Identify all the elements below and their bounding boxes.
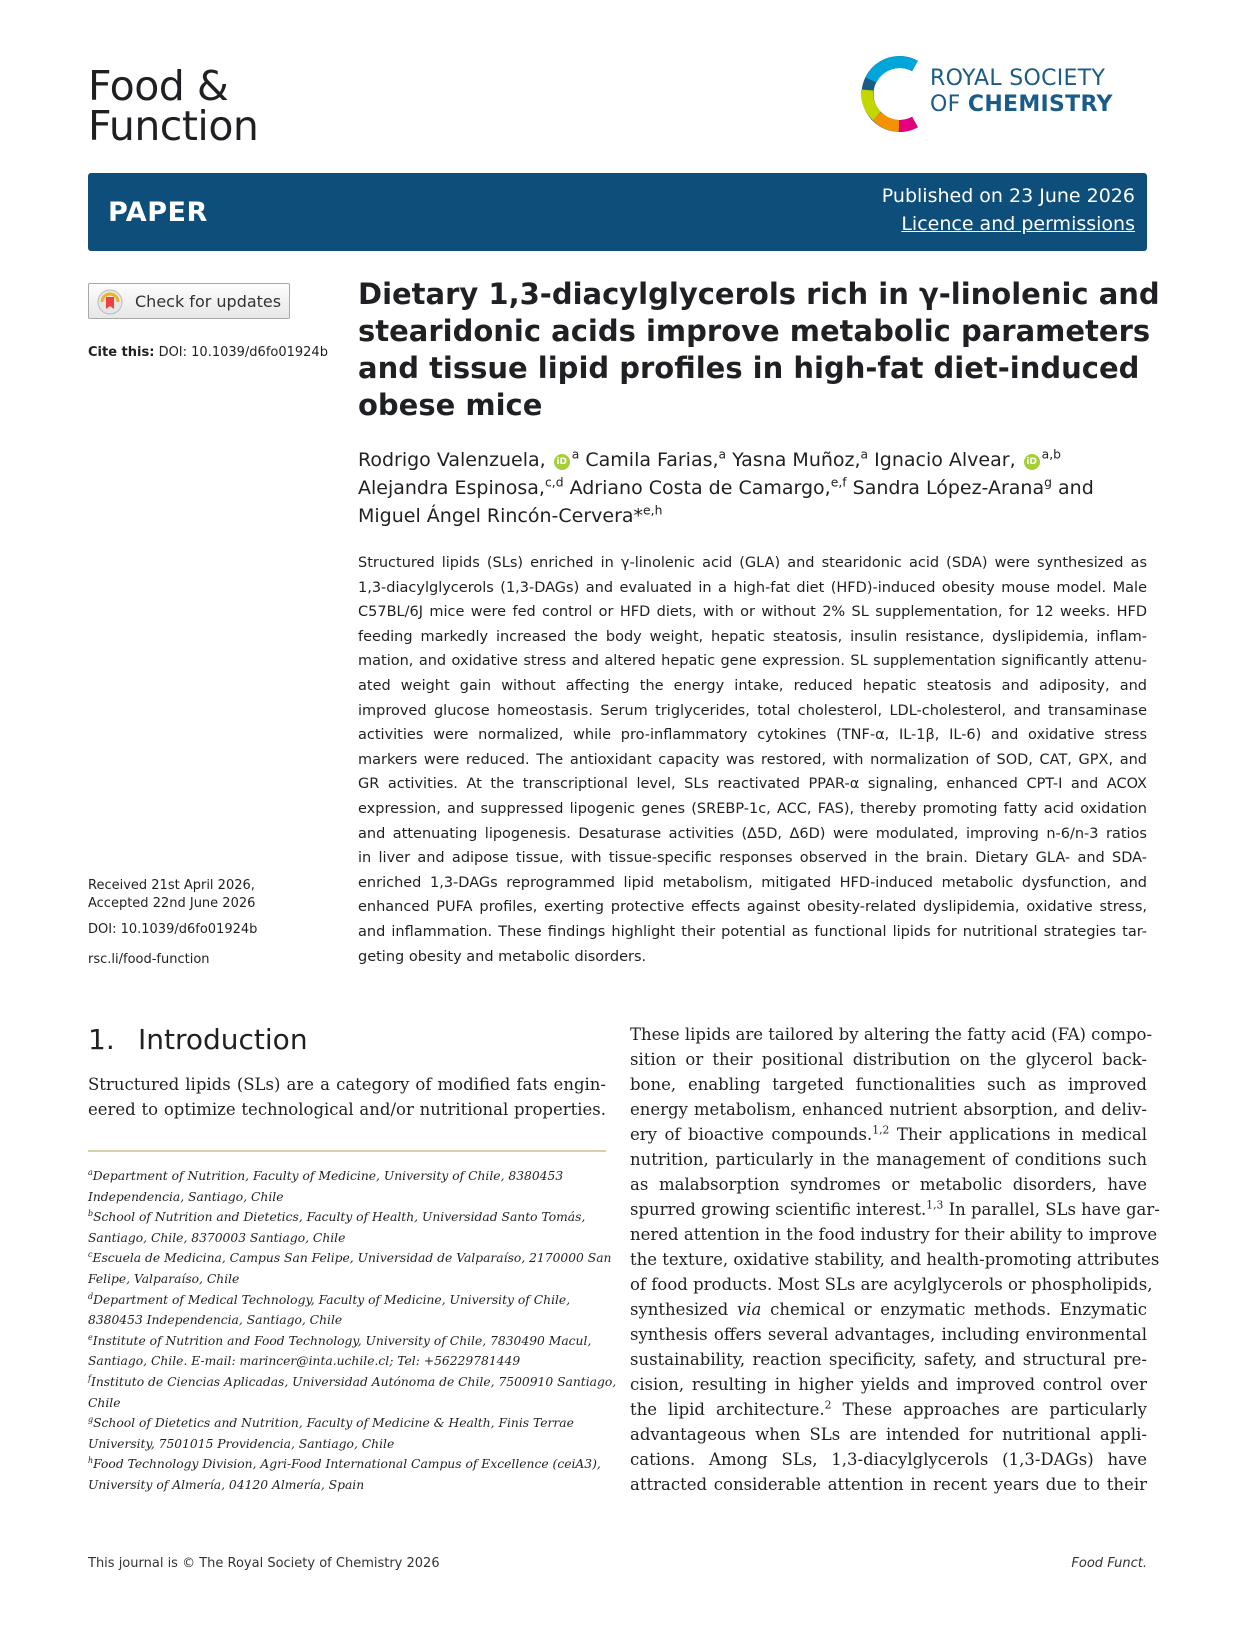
abstract-line: feeding markedly increased the body weight, hepatic steatosis, insulin resistance, dyslipidemia, inflam- [358, 628, 1147, 645]
citation-ref[interactable]: 1,2 [872, 1123, 890, 1137]
article-title-line: stearidonic acids improve metabolic parameters [358, 314, 1151, 348]
footnote-line [88, 1372, 617, 1393]
author-affiliation: g [1044, 475, 1052, 490]
footnote-mark: h [88, 1456, 94, 1466]
check-for-updates-label: Check for updates [135, 292, 282, 311]
author-name[interactable]: Adriano Costa de Camargo, [569, 477, 831, 499]
abstract-line: and inflammation. These findings highlight their potential as functional lipids for nutritional strategies tar- [358, 923, 1147, 940]
footnote-line [88, 1413, 606, 1434]
accepted-date: Accepted 22nd June 2026 [88, 896, 256, 911]
author-name[interactable]: Alejandra Espinosa, [358, 477, 545, 499]
author-name[interactable]: Camila Farias, [585, 449, 719, 471]
body-line: energy metabolism, enhanced nutrient absorption, and deliv- [630, 1100, 1147, 1119]
rsc-logo-line2: OF CHEMISTRY [930, 92, 1113, 117]
author-conjunction: and [1051, 477, 1094, 499]
footnote-line [88, 1248, 612, 1269]
footnote-line [88, 1393, 606, 1414]
footnote-text: School of Nutrition and Dietetics, Faculty of Health, Universidad Santo Tomás, [93, 1210, 586, 1225]
footnote-text: School of Dietetics and Nutrition, Faculty of Medicine & Health, Finis Terrae [93, 1416, 574, 1431]
abstract-line: mation, and oxidative stress and altered hepatic gene expression. SL supplementation significantly attenu- [358, 653, 1147, 670]
footnote-mark: b [88, 1209, 94, 1219]
article-title-line: Dietary 1,3-diacylglycerols rich in γ-linolenic and [358, 277, 1160, 311]
body-line: advantageous when SLs are intended for nutritional appli- [630, 1425, 1147, 1444]
rsc-logo-line1: ROYAL SOCIETY [930, 66, 1106, 91]
body-line: synthesized via chemical or enzymatic methods. Enzymatic [630, 1300, 1147, 1319]
body-line: sition or their positional distribution on the glycerol back- [630, 1050, 1147, 1069]
orcid-icon[interactable]: iD [1024, 454, 1040, 470]
cite-label: Cite this: [88, 345, 155, 360]
footnote-text: Food Technology Division, Agri-Food International Campus of Excellence (ceiA3), [93, 1457, 601, 1472]
footnote-line [88, 1166, 606, 1187]
footnote-text: Department of Nutrition, Faculty of Medicine, University of Chile, 8380453 [92, 1169, 564, 1183]
footnote-mark: c [88, 1250, 93, 1260]
body-line: bone, enabling targeted functionalities such as improved [630, 1075, 1147, 1094]
footer-journal: Food Funct. [1071, 1556, 1147, 1571]
body-line: the lipid architecture.$^2$ These approaches are particularly [630, 1398, 1147, 1419]
abstract-line: ated weight gain without affecting the energy intake, reduced hepatic steatosis and adiposity, and [358, 677, 1147, 694]
footnote-mark: g [88, 1415, 94, 1425]
cite-this [88, 345, 328, 360]
affiliations-footnotes [88, 1166, 617, 1496]
check-for-updates-button[interactable] [88, 283, 290, 319]
body-line: attracted considerable attention in recent years due to their [630, 1475, 1147, 1494]
section-title: Introduction [138, 1023, 308, 1056]
footnote-line [88, 1351, 606, 1372]
author-list [358, 446, 1148, 530]
footnote-text: Instituto de Ciencias Aplicadas, Universidad Autónoma de Chile, 7500910 Santiago, [90, 1374, 617, 1389]
footnote-line [88, 1228, 606, 1249]
footnote-line [88, 1269, 606, 1290]
footnote-text: Independencia, Santiago, Chile [88, 1189, 284, 1204]
body-line: ery of bioactive compounds.$^{1,2}$ Their applications in medical [630, 1123, 1147, 1144]
abstract [358, 551, 1147, 969]
abstract-line: in liver and adipose tissue, with tissue-specific responses observed in the brain. Dietary GLA- and SDA- [358, 850, 1147, 867]
section-heading [88, 1023, 308, 1056]
section-number: 1. [88, 1023, 115, 1056]
body-line: of food products. Most SLs are acylglycerols or phospholipids, [630, 1275, 1153, 1294]
footnote-line [88, 1207, 606, 1228]
author-affiliation: a,b [1041, 447, 1061, 462]
journal-title-line1: Food & [88, 62, 229, 110]
footnote-text: Santiago, Chile, 8370003 Santiago, Chile [88, 1230, 346, 1245]
footnote-line [88, 1310, 606, 1331]
footnote-line [88, 1290, 606, 1311]
article-type-label: PAPER [108, 197, 208, 228]
body-line: cision, resulting in higher yields and improved control over [630, 1375, 1147, 1394]
footnote-line [88, 1454, 606, 1475]
abstract-line: improved glucose homeostasis. Serum triglycerides, total cholesterol, LDL-cholesterol, and transaminase [358, 702, 1147, 719]
footnote-text: Santiago, Chile. E-mail: marincer@inta.uchile.cl; Tel: +56229781449 [88, 1354, 521, 1369]
received-date: Received 21st April 2026, [88, 878, 255, 893]
author-name[interactable]: Miguel Ángel Rincón-Cervera* [358, 505, 644, 527]
author-line [358, 474, 1148, 502]
author-line [358, 502, 1148, 530]
footnote-line [88, 1434, 606, 1455]
journal-title-line2: Function [88, 102, 259, 150]
author-name[interactable]: Yasna Muñoz, [732, 449, 861, 471]
author-affiliation: a [860, 447, 869, 462]
article-title-line: and tissue lipid profiles in high-fat diet-induced [358, 351, 1140, 385]
author-affiliation: e,f [830, 475, 847, 490]
body-line: the texture, oxidative stability, and health-promoting attributes [630, 1250, 1160, 1269]
footnote-mark: d [88, 1291, 94, 1301]
footnote-text: Escuela de Medicina, Campus San Felipe, Universidad de Valparaíso, 2170000 San [92, 1251, 612, 1266]
citation-ref[interactable]: 1,3 [926, 1198, 944, 1212]
footnote-line [88, 1331, 606, 1352]
author-affiliation: a [718, 447, 727, 462]
author-affiliation: a [571, 447, 580, 462]
body-line: These lipids are tailored by altering the fatty acid (FA) compo- [630, 1025, 1153, 1044]
author-name[interactable]: Sandra López-Arana [852, 477, 1045, 499]
abstract-line: expression, and suppressed lipogenic genes (SREBP-1c, ACC, FAS), thereby promoting fatty acid oxidation [358, 800, 1147, 817]
journal-link[interactable]: rsc.li/food-function [88, 952, 210, 967]
abstract-line: 1,3-diacylglycerols (1,3-DAGs) and evaluated in a high-fat diet (HFD)-induced obesity mouse model. Male [358, 579, 1147, 596]
author-line [358, 446, 1148, 474]
body-line: nered attention in the food industry for their ability to improve [630, 1225, 1158, 1244]
footnote-text: 8380453 Independencia, Santiago, Chile [88, 1313, 343, 1328]
abstract-line: Structured lipids (SLs) enriched in γ-linolenic acid (GLA) and stearidonic acid (SDA) were synthesized as [358, 555, 1147, 571]
crossmark-icon [97, 289, 123, 315]
footnote-text: Department of Medical Technology, Faculty of Medicine, University of Chile, [93, 1292, 571, 1307]
body-line: cations. Among SLs, 1,3-diacylglycerols (1,3-DAGs) have [630, 1450, 1147, 1469]
footer-copyright: This journal is © The Royal Society of Chemistry 2026 [88, 1556, 440, 1571]
published-date: Published on 23 June 2026 [881, 185, 1135, 207]
body-line: Structured lipids (SLs) are a category of modified fats engin- [88, 1075, 606, 1094]
footnote-line [88, 1475, 606, 1496]
footnote-text: Felipe, Valparaíso, Chile [88, 1271, 240, 1286]
citation-ref[interactable]: 2 [824, 1398, 832, 1412]
footnote-text: University, 7501015 Providencia, Santiago, Chile [88, 1436, 395, 1451]
abstract-line: markers were reduced. The antioxidant capacity was restored, with normalization of SOD, CAT, GPX, and [358, 751, 1147, 768]
body-line: nutrition, particularly in the management of conditions such [630, 1150, 1147, 1169]
journal-title [88, 62, 259, 150]
footnote-mark: f [88, 1373, 91, 1383]
footnote-divider [88, 1150, 606, 1152]
body-line: sustainability, reaction specificity, safety, and structural pre- [630, 1350, 1147, 1369]
received-dates [88, 877, 255, 913]
rsc-logo [857, 52, 1147, 138]
intro-right-column [630, 1022, 1160, 1497]
orcid-icon[interactable]: iD [554, 454, 570, 470]
abstract-line: enhanced PUFA profiles, exerting protective effects against obesity-related dyslipidemia, oxidative stress, [358, 899, 1147, 916]
author-affiliation: e,h [643, 503, 663, 518]
paper-banner [88, 173, 1147, 251]
abstract-line: GR activities. At the transcriptional level, SLs reactivated PPAR-α signaling, enhanced CPT-I and ACOX [358, 776, 1147, 793]
footnote-mark: a [88, 1167, 93, 1177]
body-line: spurred growing scientific interest.$^{1,3}$ In parallel, SLs have gar- [630, 1198, 1160, 1219]
abstract-line: and attenuating lipogenesis. Desaturase activities (Δ5D, Δ6D) were modulated, improving n-6/n-3 ratios [358, 825, 1147, 842]
doi-text: DOI: 10.1039/d6fo01924b [88, 922, 258, 937]
abstract-line: geting obesity and metabolic disorders. [358, 948, 647, 965]
body-line: eered to optimize technological and/or nutritional properties. [88, 1100, 606, 1119]
article-title [358, 276, 1160, 424]
footnote-mark: e [88, 1332, 93, 1342]
body-line: as malabsorption syndromes or metabolic disorders, have [630, 1175, 1147, 1194]
author-affiliation: c,d [544, 475, 564, 490]
abstract-line: enriched 1,3-DAGs reprogrammed lipid metabolism, mitigated HFD-induced metabolic dysfunction, and [358, 874, 1147, 891]
abstract-line: activities were normalized, while pro-inflammatory cytokines (TNF-α, IL-1β, IL-6) and oxidative stress [358, 727, 1147, 744]
footnote-text: Chile [88, 1395, 121, 1410]
rsc-logo-icon [857, 52, 927, 136]
licence-link[interactable]: Licence and permissions [901, 213, 1135, 235]
body-line: synthesis offers several advantages, including environmental [630, 1325, 1147, 1344]
footnote-text: University of Almería, 04120 Almería, Spain [88, 1477, 365, 1492]
article-title-line: obese mice [358, 388, 543, 422]
abstract-line: C57BL/6J mice were fed control or HFD diets, with or without 2% SL supplementation, for 12 weeks. HFD [358, 604, 1147, 621]
intro-left-column [88, 1072, 606, 1122]
author-name[interactable]: Rodrigo Valenzuela, [358, 449, 546, 471]
footnote-line [88, 1187, 606, 1208]
author-name[interactable]: Ignacio Alvear, [874, 449, 1016, 471]
cite-doi: DOI: 10.1039/d6fo01924b [158, 345, 328, 360]
footnote-text: Institute of Nutrition and Food Technology, University of Chile, 7830490 Macul, [92, 1333, 592, 1348]
